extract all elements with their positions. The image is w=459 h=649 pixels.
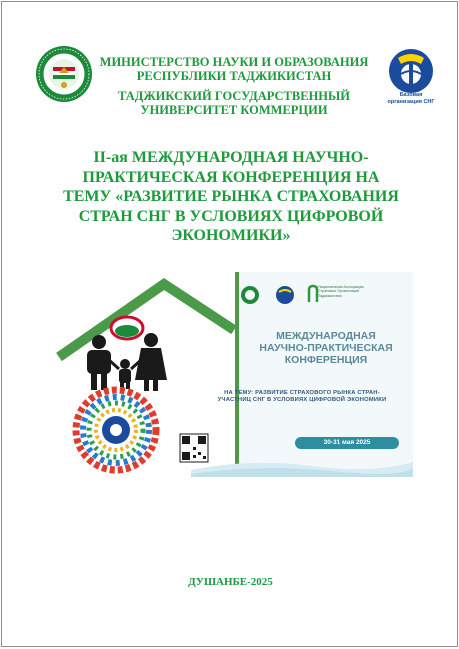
university-seal-icon bbox=[35, 45, 93, 103]
cis-caption bbox=[379, 92, 443, 105]
title-line-5: ЭКОНОМИКИ» bbox=[171, 227, 291, 244]
ministry-line-1: МИНИСТЕРСТВО НАУКИ И ОБРАЗОВАНИЯ bbox=[99, 55, 369, 69]
title-line-3: ТЕМУ «РАЗВИТИЕ РЫНКА СТРАХОВАНИЯ bbox=[63, 188, 399, 205]
university-name bbox=[94, 89, 374, 117]
banner-subtitle-2: УЧАСТНИЦ СНГ В УСЛОВИЯХ ЦИФРОВОЙ ЭКОНОМИКИ bbox=[217, 397, 387, 403]
assoc-line-2: Страховых Организаций bbox=[318, 289, 360, 294]
insurance-association-label bbox=[318, 285, 408, 298]
banner-subtitle bbox=[191, 390, 413, 404]
ministry-line-2: РЕСПУБЛИКИ ТАДЖИКИСТАН bbox=[136, 69, 332, 83]
cis-caption-line-1: Базовая bbox=[399, 92, 423, 98]
banner-wave-decoration bbox=[191, 452, 413, 477]
banner-logos-icon bbox=[239, 284, 319, 306]
banner-headline bbox=[239, 330, 413, 366]
assoc-line-1: Национальная Ассоциация bbox=[318, 285, 364, 289]
cis-caption-line-2: организация СНГ bbox=[387, 98, 435, 105]
university-line-1: ТАДЖИКСКИЙ ГОСУДАРСТВЕННЫЙ bbox=[117, 89, 351, 103]
banner-headline-3: КОНФЕРЕНЦИЯ bbox=[284, 354, 368, 366]
conference-banner bbox=[49, 272, 413, 477]
cis-emblem-icon bbox=[388, 48, 434, 94]
banner-headline-2: НАУЧНО-ПРАКТИЧЕСКАЯ bbox=[259, 342, 393, 354]
university-line-2: УНИВЕРСИТЕТ КОММЕРЦИИ bbox=[140, 103, 328, 117]
banner-subtitle-1: НА ТЕМУ: РАЗВИТИЕ СТРАХОВОГО РЫНКА СТРАН- bbox=[224, 390, 380, 396]
title-line-1: II-ая МЕЖДУНАРОДНАЯ НАУЧНО- bbox=[93, 149, 369, 166]
title-line-4: СТРАН СНГ В УСЛОВИЯХ ЦИФРОВОЙ bbox=[78, 207, 384, 225]
conference-title bbox=[38, 148, 424, 246]
assoc-line-3: Таджикистана bbox=[318, 293, 342, 298]
banner-illustration bbox=[49, 272, 239, 477]
banner-headline-1: МЕЖДУНАРОДНАЯ bbox=[276, 330, 376, 342]
title-line-2: ПРАКТИЧЕСКАЯ КОНФЕРЕНЦИЯ НА bbox=[82, 168, 380, 186]
document-page bbox=[1, 1, 458, 647]
ministry-name bbox=[94, 55, 374, 83]
conference-date: 30-31 мая 2025 bbox=[323, 439, 371, 446]
place-and-year: ДУШАНБЕ-2025 bbox=[188, 576, 273, 588]
